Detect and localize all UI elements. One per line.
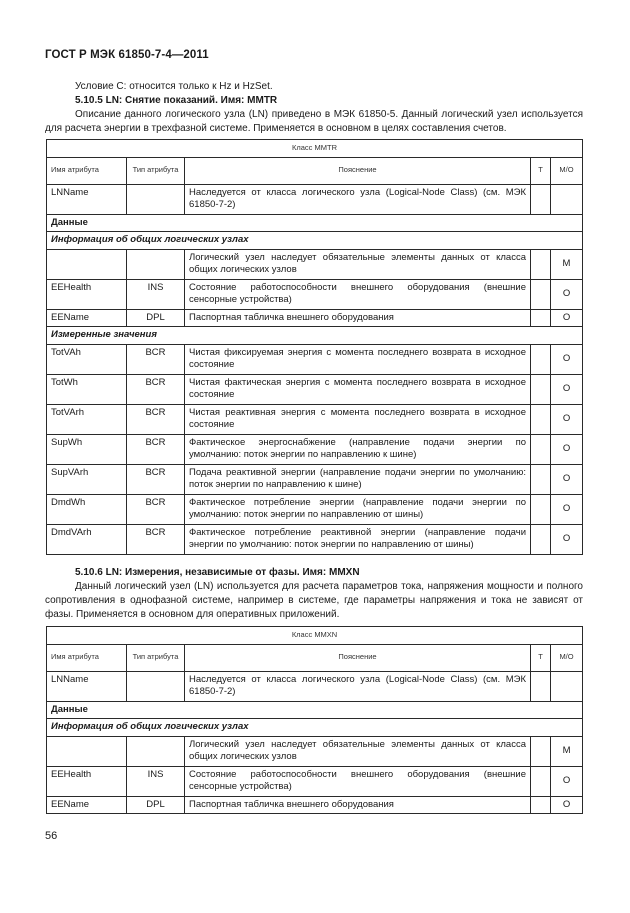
condition-c-text: Условие С: относится только к Hz и HzSet. [75, 81, 273, 92]
attribute-name-cell: DmdVArh [47, 524, 127, 554]
description-cell: Подача реактивной энергии (направление подачи энергии по умолчанию: поток энергии по направлению к шине) [185, 464, 531, 494]
table-row [47, 404, 583, 434]
attribute-type-cell: BCR [127, 404, 185, 434]
table-row [47, 736, 583, 766]
document-header: ГОСТ Р МЭК 61850-7-4—2011 [45, 49, 209, 61]
table-row [47, 434, 583, 464]
description-cell: Фактическое потребление реактивной энергии (направление подачи энергии по умолчанию: поток энергии по направлению от шины) [185, 524, 531, 554]
table-row [47, 249, 583, 279]
attribute-name-cell: TotVArh [47, 404, 127, 434]
table-subsection-row [47, 232, 583, 250]
description-cell: Чистая фактическая энергия с момента последнего возврата в исходное состояние [185, 374, 531, 404]
t-cell [531, 404, 551, 434]
column-header-description: Пояснение [185, 644, 531, 671]
attribute-type-cell: BCR [127, 524, 185, 554]
table-row [47, 796, 583, 814]
column-header-t: T [531, 157, 551, 184]
attribute-type-cell: INS [127, 279, 185, 309]
attribute-name-cell: EEHealth [47, 766, 127, 796]
column-header-type: Тип атрибута [127, 644, 185, 671]
table-row [47, 374, 583, 404]
section-mmxn-heading: 5.10.6 LN: Измерения, независимые от фазы. Имя: MMXN [75, 567, 360, 578]
description-cell: Чистая реактивная энергия с момента последнего возврата в исходное состояние [185, 404, 531, 434]
t-cell [531, 736, 551, 766]
description-cell: Состояние работоспособности внешнего оборудования (внешние сенсорные устройства) [185, 279, 531, 309]
subsection-label: Информация об общих логических узлах [47, 232, 583, 250]
attribute-name-cell: EEHealth [47, 279, 127, 309]
mo-cell: O [551, 464, 583, 494]
mo-cell: O [551, 279, 583, 309]
t-cell [531, 464, 551, 494]
table-row [47, 309, 583, 327]
attribute-name-cell: SupWh [47, 434, 127, 464]
attribute-type-cell: BCR [127, 344, 185, 374]
attribute-name-cell: LNName [47, 184, 127, 214]
table-row [47, 766, 583, 796]
description-cell: Состояние работоспособности внешнего оборудования (внешние сенсорные устройства) [185, 766, 531, 796]
attribute-type-cell [127, 736, 185, 766]
table-section-row [47, 214, 583, 232]
t-cell [531, 766, 551, 796]
description-cell: Логический узел наследует обязательные элементы данных от класса общих логических узлов [185, 249, 531, 279]
t-cell [531, 279, 551, 309]
table-section-row [47, 701, 583, 719]
table-subsection-row [47, 327, 583, 345]
t-cell [531, 524, 551, 554]
t-cell [531, 309, 551, 327]
table-row [47, 524, 583, 554]
table-row [47, 279, 583, 309]
subsection-label: Информация об общих логических узлах [47, 719, 583, 737]
attribute-type-cell: BCR [127, 374, 185, 404]
t-cell [531, 434, 551, 464]
table-row [47, 671, 583, 701]
description-cell: Наследуется от класса логического узла (Logical-Node Class) (см. МЭК 61850-7-2) [185, 184, 531, 214]
attribute-type-cell: BCR [127, 434, 185, 464]
attribute-name-cell: LNName [47, 671, 127, 701]
description-cell: Паспортная табличка внешнего оборудования [185, 309, 531, 327]
attribute-name-cell: EEName [47, 309, 127, 327]
table-row [47, 184, 583, 214]
t-cell [531, 344, 551, 374]
section-label: Данные [47, 701, 583, 719]
description-cell: Наследуется от класса логического узла (Logical-Node Class) (см. МЭК 61850-7-2) [185, 671, 531, 701]
mo-cell [551, 671, 583, 701]
attribute-type-cell [127, 184, 185, 214]
column-header-t: T [531, 644, 551, 671]
mo-cell [551, 184, 583, 214]
table-subsection-row [47, 719, 583, 737]
attribute-type-cell: BCR [127, 494, 185, 524]
column-header-mo: М/О [551, 644, 583, 671]
mo-cell: M [551, 736, 583, 766]
table-row [47, 494, 583, 524]
attribute-name-cell: DmdWh [47, 494, 127, 524]
attribute-type-cell: DPL [127, 796, 185, 814]
mo-cell: M [551, 249, 583, 279]
description-cell: Логический узел наследует обязательные элементы данных от класса общих логических узлов [185, 736, 531, 766]
section-mmxn-text: Данный логический узел (LN) используется для расчета параметров тока, напряжения мощности и полного сопротивления в однофазной системе, например в системе, где параметры напряжения и тока не зависят от фазы. Применяется в основном для оперативных приложений. [45, 581, 583, 620]
mo-cell: O [551, 524, 583, 554]
attribute-name-cell: TotVAh [47, 344, 127, 374]
section-mmtr-text: Описание данного логического узла (LN) приведено в МЭК 61850-5. Данный логический узел используется для расчета энергии в трехфазной системе. Применяется в основном в целях составления счетов. [45, 109, 583, 134]
t-cell [531, 671, 551, 701]
mo-cell: O [551, 309, 583, 327]
attribute-type-cell: INS [127, 766, 185, 796]
attribute-type-cell: DPL [127, 309, 185, 327]
mo-cell: O [551, 494, 583, 524]
attribute-name-cell: EEName [47, 796, 127, 814]
t-cell [531, 494, 551, 524]
table-class-title: Класс MMTR [47, 140, 583, 158]
mo-cell: O [551, 766, 583, 796]
mmtr-table [46, 139, 583, 555]
description-cell: Фактическое потребление энергии (направление подачи энергии по умолчанию: поток энергии по направлению от шины) [185, 494, 531, 524]
attribute-name-cell [47, 249, 127, 279]
mmxn-table [46, 626, 583, 814]
attribute-type-cell: BCR [127, 464, 185, 494]
column-header-name: Имя атрибута [47, 644, 127, 671]
t-cell [531, 796, 551, 814]
column-header-type: Тип атрибута [127, 157, 185, 184]
description-cell: Чистая фиксируемая энергия с момента последнего возврата в исходное состояние [185, 344, 531, 374]
mo-cell: O [551, 796, 583, 814]
table-row [47, 344, 583, 374]
attribute-type-cell [127, 249, 185, 279]
attribute-name-cell [47, 736, 127, 766]
table-row [47, 464, 583, 494]
column-header-name: Имя атрибута [47, 157, 127, 184]
column-header-mo: М/О [551, 157, 583, 184]
t-cell [531, 374, 551, 404]
mo-cell: O [551, 434, 583, 464]
column-header-description: Пояснение [185, 157, 531, 184]
section-mmtr-heading: 5.10.5 LN: Снятие показаний. Имя: MMTR [75, 95, 278, 106]
description-cell: Паспортная табличка внешнего оборудования [185, 796, 531, 814]
page-number: 56 [45, 830, 58, 842]
description-cell: Фактическое энергоснабжение (направление подачи энергии по умолчанию: поток энергии по направлению к шине) [185, 434, 531, 464]
t-cell [531, 249, 551, 279]
mo-cell: O [551, 344, 583, 374]
attribute-name-cell: TotWh [47, 374, 127, 404]
table-class-title: Класс MMXN [47, 627, 583, 645]
t-cell [531, 184, 551, 214]
mo-cell: O [551, 374, 583, 404]
attribute-name-cell: SupVArh [47, 464, 127, 494]
attribute-type-cell [127, 671, 185, 701]
mo-cell: O [551, 404, 583, 434]
section-label: Данные [47, 214, 583, 232]
subsection-label: Измеренные значения [47, 327, 583, 345]
